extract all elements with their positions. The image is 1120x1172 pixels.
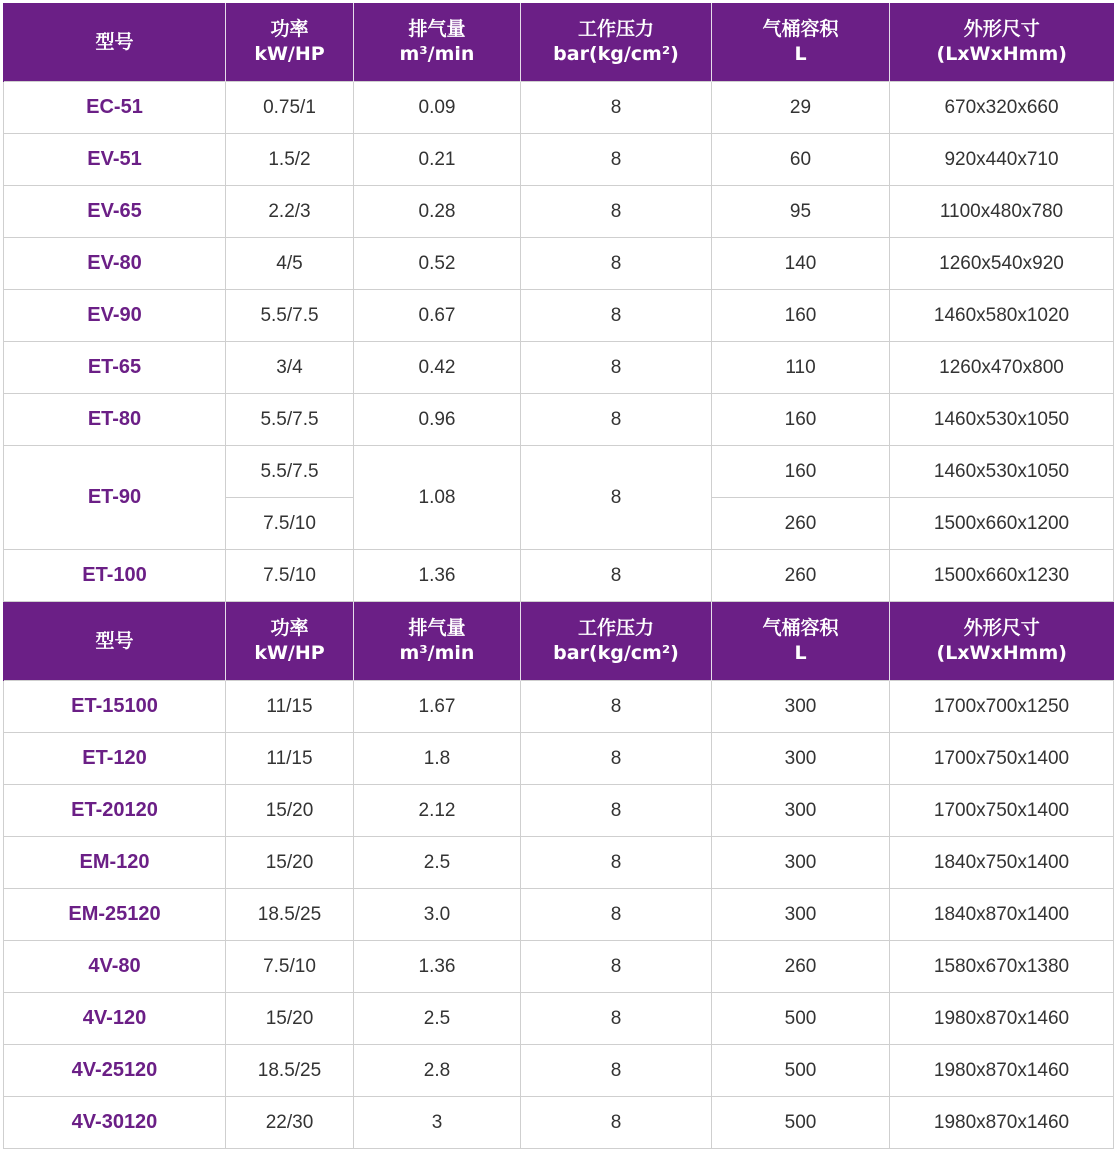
pressure-cell: 8 bbox=[521, 681, 712, 733]
model-cell: ET-65 bbox=[4, 342, 226, 394]
pressure-cell: 8 bbox=[521, 186, 712, 238]
model-cell: EM-25120 bbox=[4, 889, 226, 941]
table-row bbox=[4, 550, 1114, 602]
pressure-cell: 8 bbox=[521, 394, 712, 446]
header-dims bbox=[890, 602, 1114, 681]
model-cell: EM-120 bbox=[4, 837, 226, 889]
table-row bbox=[4, 1097, 1114, 1149]
header-power bbox=[226, 602, 354, 681]
flow-cell: 0.09 bbox=[354, 82, 521, 134]
header-pressure bbox=[521, 3, 712, 82]
dims-cell: 1980x870x1460 bbox=[890, 993, 1114, 1045]
table-row bbox=[4, 238, 1114, 290]
tank-cell: 300 bbox=[712, 733, 890, 785]
header-label: 工作压力 bbox=[577, 18, 654, 40]
dims-cell: 1460x530x1050 bbox=[890, 446, 1114, 498]
model-cell: 4V-120 bbox=[4, 993, 226, 1045]
pressure-cell: 8 bbox=[521, 1045, 712, 1097]
header-label: 外形尺寸 bbox=[963, 617, 1040, 639]
table-row-et90-a bbox=[4, 446, 1114, 498]
tank-cell: 300 bbox=[712, 837, 890, 889]
spec-table-wrap bbox=[3, 3, 1113, 1149]
dims-cell: 1700x750x1400 bbox=[890, 785, 1114, 837]
table-row bbox=[4, 837, 1114, 889]
flow-cell: 1.36 bbox=[354, 550, 521, 602]
power-cell: 3/4 bbox=[226, 342, 354, 394]
header-unit: bar(kg/cm²) bbox=[553, 43, 679, 65]
table-row bbox=[4, 889, 1114, 941]
tank-cell: 110 bbox=[712, 342, 890, 394]
header-label: 功率 bbox=[270, 18, 309, 40]
table-row bbox=[4, 681, 1114, 733]
table-row bbox=[4, 290, 1114, 342]
power-cell: 7.5/10 bbox=[226, 498, 354, 550]
pressure-cell: 8 bbox=[521, 342, 712, 394]
flow-cell: 1.08 bbox=[354, 446, 521, 550]
flow-cell: 0.21 bbox=[354, 134, 521, 186]
power-cell: 5.5/7.5 bbox=[226, 394, 354, 446]
header-unit: bar(kg/cm²) bbox=[553, 642, 679, 664]
dims-cell: 1980x870x1460 bbox=[890, 1097, 1114, 1149]
flow-cell: 0.67 bbox=[354, 290, 521, 342]
header-unit: kW/HP bbox=[254, 43, 325, 65]
model-cell: ET-80 bbox=[4, 394, 226, 446]
spec-table bbox=[3, 3, 1114, 1149]
table1-header-row bbox=[4, 3, 1114, 82]
dims-cell: 1840x870x1400 bbox=[890, 889, 1114, 941]
pressure-cell: 8 bbox=[521, 993, 712, 1045]
header-label: 排气量 bbox=[408, 18, 466, 40]
dims-cell: 1460x580x1020 bbox=[890, 290, 1114, 342]
table-row bbox=[4, 394, 1114, 446]
table-row bbox=[4, 993, 1114, 1045]
header-label: 气桶容积 bbox=[762, 18, 839, 40]
tank-cell: 260 bbox=[712, 498, 890, 550]
dims-cell: 1460x530x1050 bbox=[890, 394, 1114, 446]
model-cell: ET-20120 bbox=[4, 785, 226, 837]
header-unit: kW/HP bbox=[254, 642, 325, 664]
pressure-cell: 8 bbox=[521, 238, 712, 290]
tank-cell: 500 bbox=[712, 1097, 890, 1149]
pressure-cell: 8 bbox=[521, 82, 712, 134]
dims-cell: 1700x700x1250 bbox=[890, 681, 1114, 733]
tank-cell: 260 bbox=[712, 550, 890, 602]
flow-cell: 2.5 bbox=[354, 837, 521, 889]
header-label: 功率 bbox=[270, 617, 309, 639]
flow-cell: 2.12 bbox=[354, 785, 521, 837]
header-dims bbox=[890, 3, 1114, 82]
header-model bbox=[4, 3, 226, 82]
dims-cell: 1500x660x1230 bbox=[890, 550, 1114, 602]
power-cell: 18.5/25 bbox=[226, 1045, 354, 1097]
header-unit: L bbox=[794, 642, 807, 664]
dims-cell: 1100x480x780 bbox=[890, 186, 1114, 238]
power-cell: 4/5 bbox=[226, 238, 354, 290]
dims-cell: 1980x870x1460 bbox=[890, 1045, 1114, 1097]
tank-cell: 29 bbox=[712, 82, 890, 134]
table-row bbox=[4, 342, 1114, 394]
header-label: 型号 bbox=[95, 30, 134, 53]
model-cell: ET-90 bbox=[4, 446, 226, 550]
header-unit: (LxWxHmm) bbox=[936, 43, 1067, 65]
model-cell: EV-80 bbox=[4, 238, 226, 290]
dims-cell: 1500x660x1200 bbox=[890, 498, 1114, 550]
tank-cell: 300 bbox=[712, 889, 890, 941]
model-cell: ET-15100 bbox=[4, 681, 226, 733]
flow-cell: 2.8 bbox=[354, 1045, 521, 1097]
pressure-cell: 8 bbox=[521, 941, 712, 993]
flow-cell: 0.28 bbox=[354, 186, 521, 238]
table-row bbox=[4, 186, 1114, 238]
header-power bbox=[226, 3, 354, 82]
power-cell: 1.5/2 bbox=[226, 134, 354, 186]
table-row bbox=[4, 134, 1114, 186]
power-cell: 18.5/25 bbox=[226, 889, 354, 941]
table2-header-row bbox=[4, 602, 1114, 681]
dims-cell: 670x320x660 bbox=[890, 82, 1114, 134]
tank-cell: 160 bbox=[712, 394, 890, 446]
pressure-cell: 8 bbox=[521, 837, 712, 889]
dims-cell: 1840x750x1400 bbox=[890, 837, 1114, 889]
dims-cell: 1260x470x800 bbox=[890, 342, 1114, 394]
header-flow bbox=[354, 602, 521, 681]
tank-cell: 95 bbox=[712, 186, 890, 238]
header-unit: L bbox=[794, 43, 807, 65]
table-row bbox=[4, 733, 1114, 785]
spec-table-body bbox=[4, 3, 1114, 1149]
power-cell: 7.5/10 bbox=[226, 941, 354, 993]
dims-cell: 920x440x710 bbox=[890, 134, 1114, 186]
header-label: 型号 bbox=[95, 629, 134, 652]
tank-cell: 60 bbox=[712, 134, 890, 186]
header-flow bbox=[354, 3, 521, 82]
header-label: 气桶容积 bbox=[762, 617, 839, 639]
model-cell: EC-51 bbox=[4, 82, 226, 134]
dims-cell: 1700x750x1400 bbox=[890, 733, 1114, 785]
power-cell: 7.5/10 bbox=[226, 550, 354, 602]
model-cell: EV-65 bbox=[4, 186, 226, 238]
dims-cell: 1260x540x920 bbox=[890, 238, 1114, 290]
tank-cell: 260 bbox=[712, 941, 890, 993]
header-label: 排气量 bbox=[408, 617, 466, 639]
power-cell: 15/20 bbox=[226, 785, 354, 837]
model-cell: 4V-25120 bbox=[4, 1045, 226, 1097]
model-cell: EV-90 bbox=[4, 290, 226, 342]
power-cell: 2.2/3 bbox=[226, 186, 354, 238]
tank-cell: 500 bbox=[712, 1045, 890, 1097]
header-unit: m³/min bbox=[399, 43, 475, 65]
flow-cell: 3 bbox=[354, 1097, 521, 1149]
tank-cell: 160 bbox=[712, 290, 890, 342]
model-cell: 4V-80 bbox=[4, 941, 226, 993]
pressure-cell: 8 bbox=[521, 550, 712, 602]
pressure-cell: 8 bbox=[521, 446, 712, 550]
header-unit: m³/min bbox=[399, 642, 475, 664]
tank-cell: 140 bbox=[712, 238, 890, 290]
power-cell: 15/20 bbox=[226, 993, 354, 1045]
pressure-cell: 8 bbox=[521, 733, 712, 785]
table-row bbox=[4, 82, 1114, 134]
flow-cell: 3.0 bbox=[354, 889, 521, 941]
pressure-cell: 8 bbox=[521, 889, 712, 941]
model-cell: 4V-30120 bbox=[4, 1097, 226, 1149]
header-unit: (LxWxHmm) bbox=[936, 642, 1067, 664]
tank-cell: 500 bbox=[712, 993, 890, 1045]
table-row bbox=[4, 941, 1114, 993]
dims-cell: 1580x670x1380 bbox=[890, 941, 1114, 993]
power-cell: 11/15 bbox=[226, 733, 354, 785]
power-cell: 5.5/7.5 bbox=[226, 446, 354, 498]
header-model bbox=[4, 602, 226, 681]
tank-cell: 300 bbox=[712, 681, 890, 733]
model-cell: EV-51 bbox=[4, 134, 226, 186]
power-cell: 15/20 bbox=[226, 837, 354, 889]
power-cell: 5.5/7.5 bbox=[226, 290, 354, 342]
flow-cell: 0.96 bbox=[354, 394, 521, 446]
power-cell: 0.75/1 bbox=[226, 82, 354, 134]
header-label: 工作压力 bbox=[577, 617, 654, 639]
flow-cell: 1.8 bbox=[354, 733, 521, 785]
pressure-cell: 8 bbox=[521, 290, 712, 342]
table-row bbox=[4, 1045, 1114, 1097]
pressure-cell: 8 bbox=[521, 134, 712, 186]
power-cell: 22/30 bbox=[226, 1097, 354, 1149]
tank-cell: 300 bbox=[712, 785, 890, 837]
flow-cell: 1.36 bbox=[354, 941, 521, 993]
header-pressure bbox=[521, 602, 712, 681]
tank-cell: 160 bbox=[712, 446, 890, 498]
flow-cell: 0.42 bbox=[354, 342, 521, 394]
model-cell: ET-120 bbox=[4, 733, 226, 785]
flow-cell: 0.52 bbox=[354, 238, 521, 290]
header-tank bbox=[712, 602, 890, 681]
power-cell: 11/15 bbox=[226, 681, 354, 733]
flow-cell: 2.5 bbox=[354, 993, 521, 1045]
header-tank bbox=[712, 3, 890, 82]
header-label: 外形尺寸 bbox=[963, 18, 1040, 40]
pressure-cell: 8 bbox=[521, 785, 712, 837]
flow-cell: 1.67 bbox=[354, 681, 521, 733]
model-cell: ET-100 bbox=[4, 550, 226, 602]
table-row bbox=[4, 785, 1114, 837]
pressure-cell: 8 bbox=[521, 1097, 712, 1149]
